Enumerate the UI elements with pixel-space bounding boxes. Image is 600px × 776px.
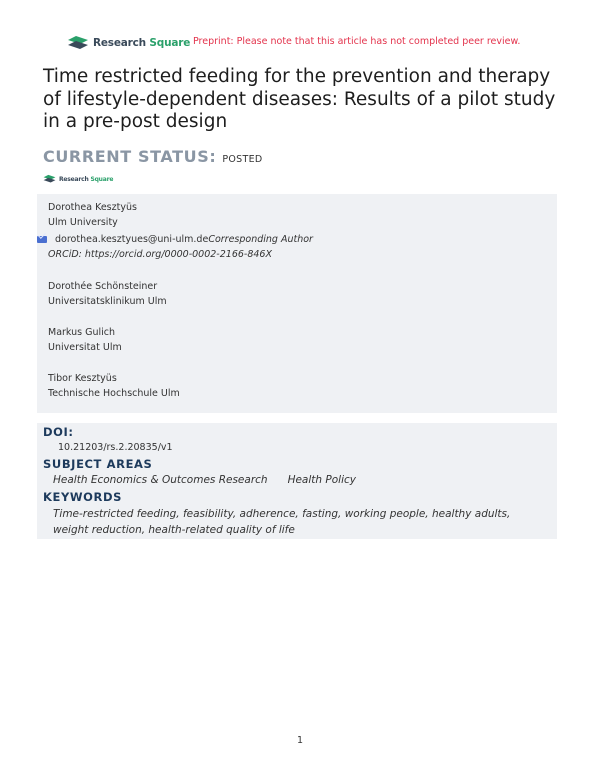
research-square-logo[interactable] <box>67 35 190 51</box>
author-name: Dorothea Kesztyüs <box>48 202 137 213</box>
logo-text <box>93 37 190 49</box>
author-affiliation: Universitat Ulm <box>48 342 122 353</box>
subject-areas-list <box>53 474 356 486</box>
author-affiliation: Technische Hochschule Ulm <box>48 388 180 399</box>
subject-areas-heading: SUBJECT AREAS <box>43 457 153 471</box>
research-square-small-icon <box>43 174 56 184</box>
small-research-square-logo <box>43 174 113 184</box>
mail-icon <box>37 236 47 243</box>
status-label: CURRENT STATUS: <box>43 147 217 166</box>
author-name: Tibor Kesztyüs <box>48 373 117 384</box>
subject-area-item[interactable]: Health Economics & Outcomes Research <box>53 474 268 486</box>
research-square-logo-icon <box>67 35 89 51</box>
subject-area-item[interactable]: Health Policy <box>287 474 356 486</box>
corresponding-author-label: Corresponding Author <box>208 234 313 245</box>
doi-value[interactable]: 10.21203/rs.2.20835/v1 <box>58 442 173 453</box>
small-logo-text-square: Square <box>90 175 114 183</box>
author-1 <box>48 200 137 230</box>
author-affiliation: Universitatsklinikum Ulm <box>48 296 167 307</box>
doi-heading: DOI: <box>43 425 74 439</box>
corresponding-contact <box>37 234 313 245</box>
preprint-notice: Preprint: Please note that this article has not completed peer review. <box>193 36 521 47</box>
page-number: 1 <box>296 735 304 746</box>
author-2 <box>48 279 167 309</box>
small-logo-text-research: Research <box>59 175 89 183</box>
page-header <box>0 30 600 54</box>
author-3 <box>48 325 122 355</box>
current-status <box>43 147 263 166</box>
authors-panel <box>37 194 557 413</box>
orcid-link[interactable]: ORCiD: https://orcid.org/0000-0002-2166-846X <box>48 249 272 260</box>
author-email[interactable]: dorothea.kesztyues@uni-ulm.de <box>55 234 209 245</box>
status-value: POSTED <box>222 154 263 165</box>
metadata-panel <box>37 423 557 539</box>
author-affiliation: Ulm University <box>48 217 118 228</box>
author-name: Dorothée Schönsteiner <box>48 281 158 292</box>
small-logo-text <box>59 176 113 183</box>
article-title: Time restricted feeding for the prevention and therapy of lifestyle-dependent diseases: Results of a pilot study in a pre-post design <box>43 66 556 132</box>
logo-text-research: Research <box>93 37 146 49</box>
keywords-text: Time-restricted feeding, feasibility, adherence, fasting, working people, healthy adults, weight reduction, health-related quality of life <box>53 508 511 536</box>
author-name: Markus Gulich <box>48 327 116 338</box>
logo-text-square: Square <box>149 37 191 49</box>
keywords-heading: KEYWORDS <box>43 490 123 504</box>
author-4 <box>48 371 180 401</box>
